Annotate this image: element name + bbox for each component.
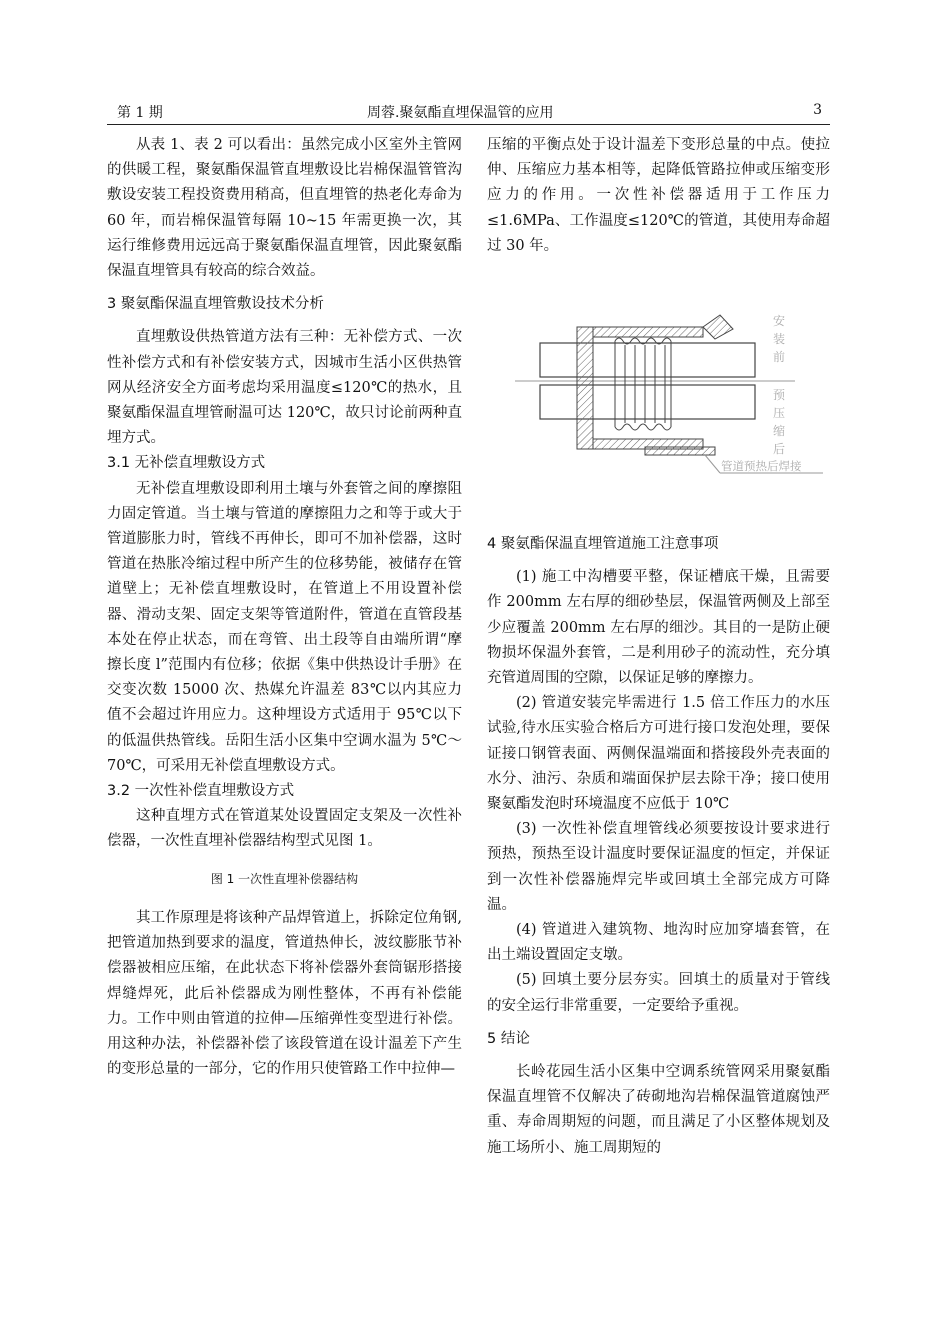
leader-line xyxy=(705,455,720,473)
label-mid-2: 压 xyxy=(773,406,786,420)
right-column-bottom xyxy=(487,524,830,1161)
bellows xyxy=(615,338,671,430)
section-heading-4: 4 聚氨酯保温直埋管道施工注意事项 xyxy=(487,536,719,552)
label-mid-3: 缩 xyxy=(773,424,786,438)
running-header xyxy=(107,100,830,125)
end-flange-left xyxy=(577,327,593,449)
figure-caption: 图 1 一次性直埋补偿器结构 xyxy=(210,871,359,886)
section-heading-3: 3 聚氨酯保温直埋管敷设技术分析 xyxy=(107,296,324,313)
label-top-2: 装 xyxy=(773,332,786,346)
outer-sleeve xyxy=(593,327,703,337)
figure-labels xyxy=(721,313,802,473)
paragraph: 长岭花园生活小区集中空调系统管网采用聚氨酯保温直埋管不仅解决了砖砌地沟岩棉保温管道腐蚀严重、寿命周期短的问题，而且满足了小区整体规划及施工场所小、施工周期短的 xyxy=(487,1064,830,1156)
section-heading-3-1: 3.1 无补偿直埋敷设方式 xyxy=(107,455,266,472)
section-heading-5: 5 结论 xyxy=(487,1030,530,1047)
label-mid-1: 预 xyxy=(773,388,786,402)
label-bottom: 管道预热后焊接 xyxy=(721,459,802,473)
paragraph: 这种直埋方式在管道某处设置固定支架及一次性补偿器，一次性直埋补偿器结构型式见图 1。 xyxy=(107,808,462,850)
issue-number: 第 1 期 xyxy=(117,105,163,121)
left-column xyxy=(107,133,462,1082)
paragraph: 其工作原理是将该种产品焊管道上，拆除定位角钢,把管道加热到要求的温度，管道热伸长，波纹膨胀节补偿器被相应压缩，在此状态下将补偿器外套筒锯形搭接焊缝焊死，此后补偿器成为刚性整体，不再有补偿能力。工作中则由管道的拉伸—压缩弹性变型进行补偿。用这种办法，补偿器补偿了该段管道在设计温差下产生的变形总量的一部分，它的作用只使管路工作中拉伸— xyxy=(107,909,462,1078)
list-item: (3) 一次性补偿直埋管线必须要按设计要求进行预热，预热至设计温度时要保证温度的恒定，并保证到一次性补偿器施焊完毕或回填土全部完成方可降温。 xyxy=(487,821,830,913)
paragraph: 压缩的平衡点处于设计温差下变形总量的中点。使拉伸、压缩应力基本相等，起降低管路拉伸或压缩变形应力的作用。一次性补偿器适用于工作压力≤1.6MPa、工作温度≤120℃的管道，其使用寿命超过 30 年。 xyxy=(487,137,830,254)
label-mid-4: 后 xyxy=(773,442,786,456)
right-column-top xyxy=(487,133,830,259)
list-item: (5) 回填土要分层夯实。回填土的质量对于管线的安全运行非常重要，一定要给予重视。 xyxy=(487,972,830,1014)
list-item: (1) 施工中沟槽要平整，保证槽底干燥，且需要作 200mm 左右厚的细砂垫层，保温管两侧及上部至少应覆盖 200mm 左右厚的细沙。其目的一是防止硬物损坏保温外套管，二是利用砂子的流动性，充分填充管道周围的空隙，以保证足够的摩擦力。 xyxy=(487,569,830,687)
list-item: (4) 管道进入建筑物、地沟时应加穿墙套管，在出土端设置固定支墩。 xyxy=(487,922,830,964)
paragraph: 直埋敷设供热管道方法有三种：无补偿方式、一次性补偿方式和有补偿安装方式，因城市生活小区供热管网从经济安全方面考虑均采用温度≤120℃的热水，且聚氨酯保温直埋管耐温可达 120℃，故只讨论前两种直埋方式。 xyxy=(107,329,462,447)
paragraph: 无补偿直埋敷设即利用土壤与外套管之间的摩擦阻力固定管道。当土壤与管道的摩擦阻力之和等于或大于管道膨胀力时，管线不再伸长，即可不加补偿器，这时管道在热胀冷缩过程中所产生的位移势能，被储存在管道壁上；无补偿直埋敷设时，在管道上不用设置补偿器、滑动支架、固定支架等管道附件，管道在直管段基本处在停止状态，而在弯管、出土段等自由端所谓“摩擦长度 l”范围内有位移；依据《集中供热设计手册》在交变次数 15000 次、热媒允许温差 83℃以内其应力值不会超过许用应力。这种埋设方式适用于 95℃以下的低温供热管线。岳阳生活小区集中空调水温为 5℃～70℃，可采用无补偿直埋敷设方式。 xyxy=(107,480,462,774)
compensator-figure xyxy=(505,305,830,485)
paragraph: 从表 1、表 2 可以看出：虽然完成小区室外主管网的供暖工程，聚氨酯保温管直埋敷设比岩棉保温管管沟敷设安装工程投资费用稍高，但直埋管的热老化寿命为 60 年，而岩棉保温管每隔 10~15 年需更换一次，其运行维修费用远远高于聚氨酯保温直埋管，因此聚氨酯保温直埋管具有较高的综合效益。 xyxy=(107,137,462,280)
list-item: (2) 管道安装完毕需进行 1.5 倍工作压力的水压试验,待水压实验合格后方可进行接口发泡处理，要保证接口钢管表面、两侧保温端面和搭接段外壳表面的水分、油污、杂质和端面保护层去除干净；接口使用聚氨酯发泡时环境温度不应低于 10℃ xyxy=(487,695,830,813)
end-flange-right xyxy=(703,315,733,339)
compensator-diagram xyxy=(505,305,830,485)
running-title: 周蓉.聚氨酯直埋保温管的应用 xyxy=(367,105,554,121)
page-number: 3 xyxy=(813,102,822,118)
section-heading-3-2: 3.2 一次性补偿直埋敷设方式 xyxy=(107,783,295,800)
label-top-3: 前 xyxy=(773,350,786,364)
label-top-1: 安 xyxy=(773,314,786,328)
inner-pipe xyxy=(540,343,755,377)
